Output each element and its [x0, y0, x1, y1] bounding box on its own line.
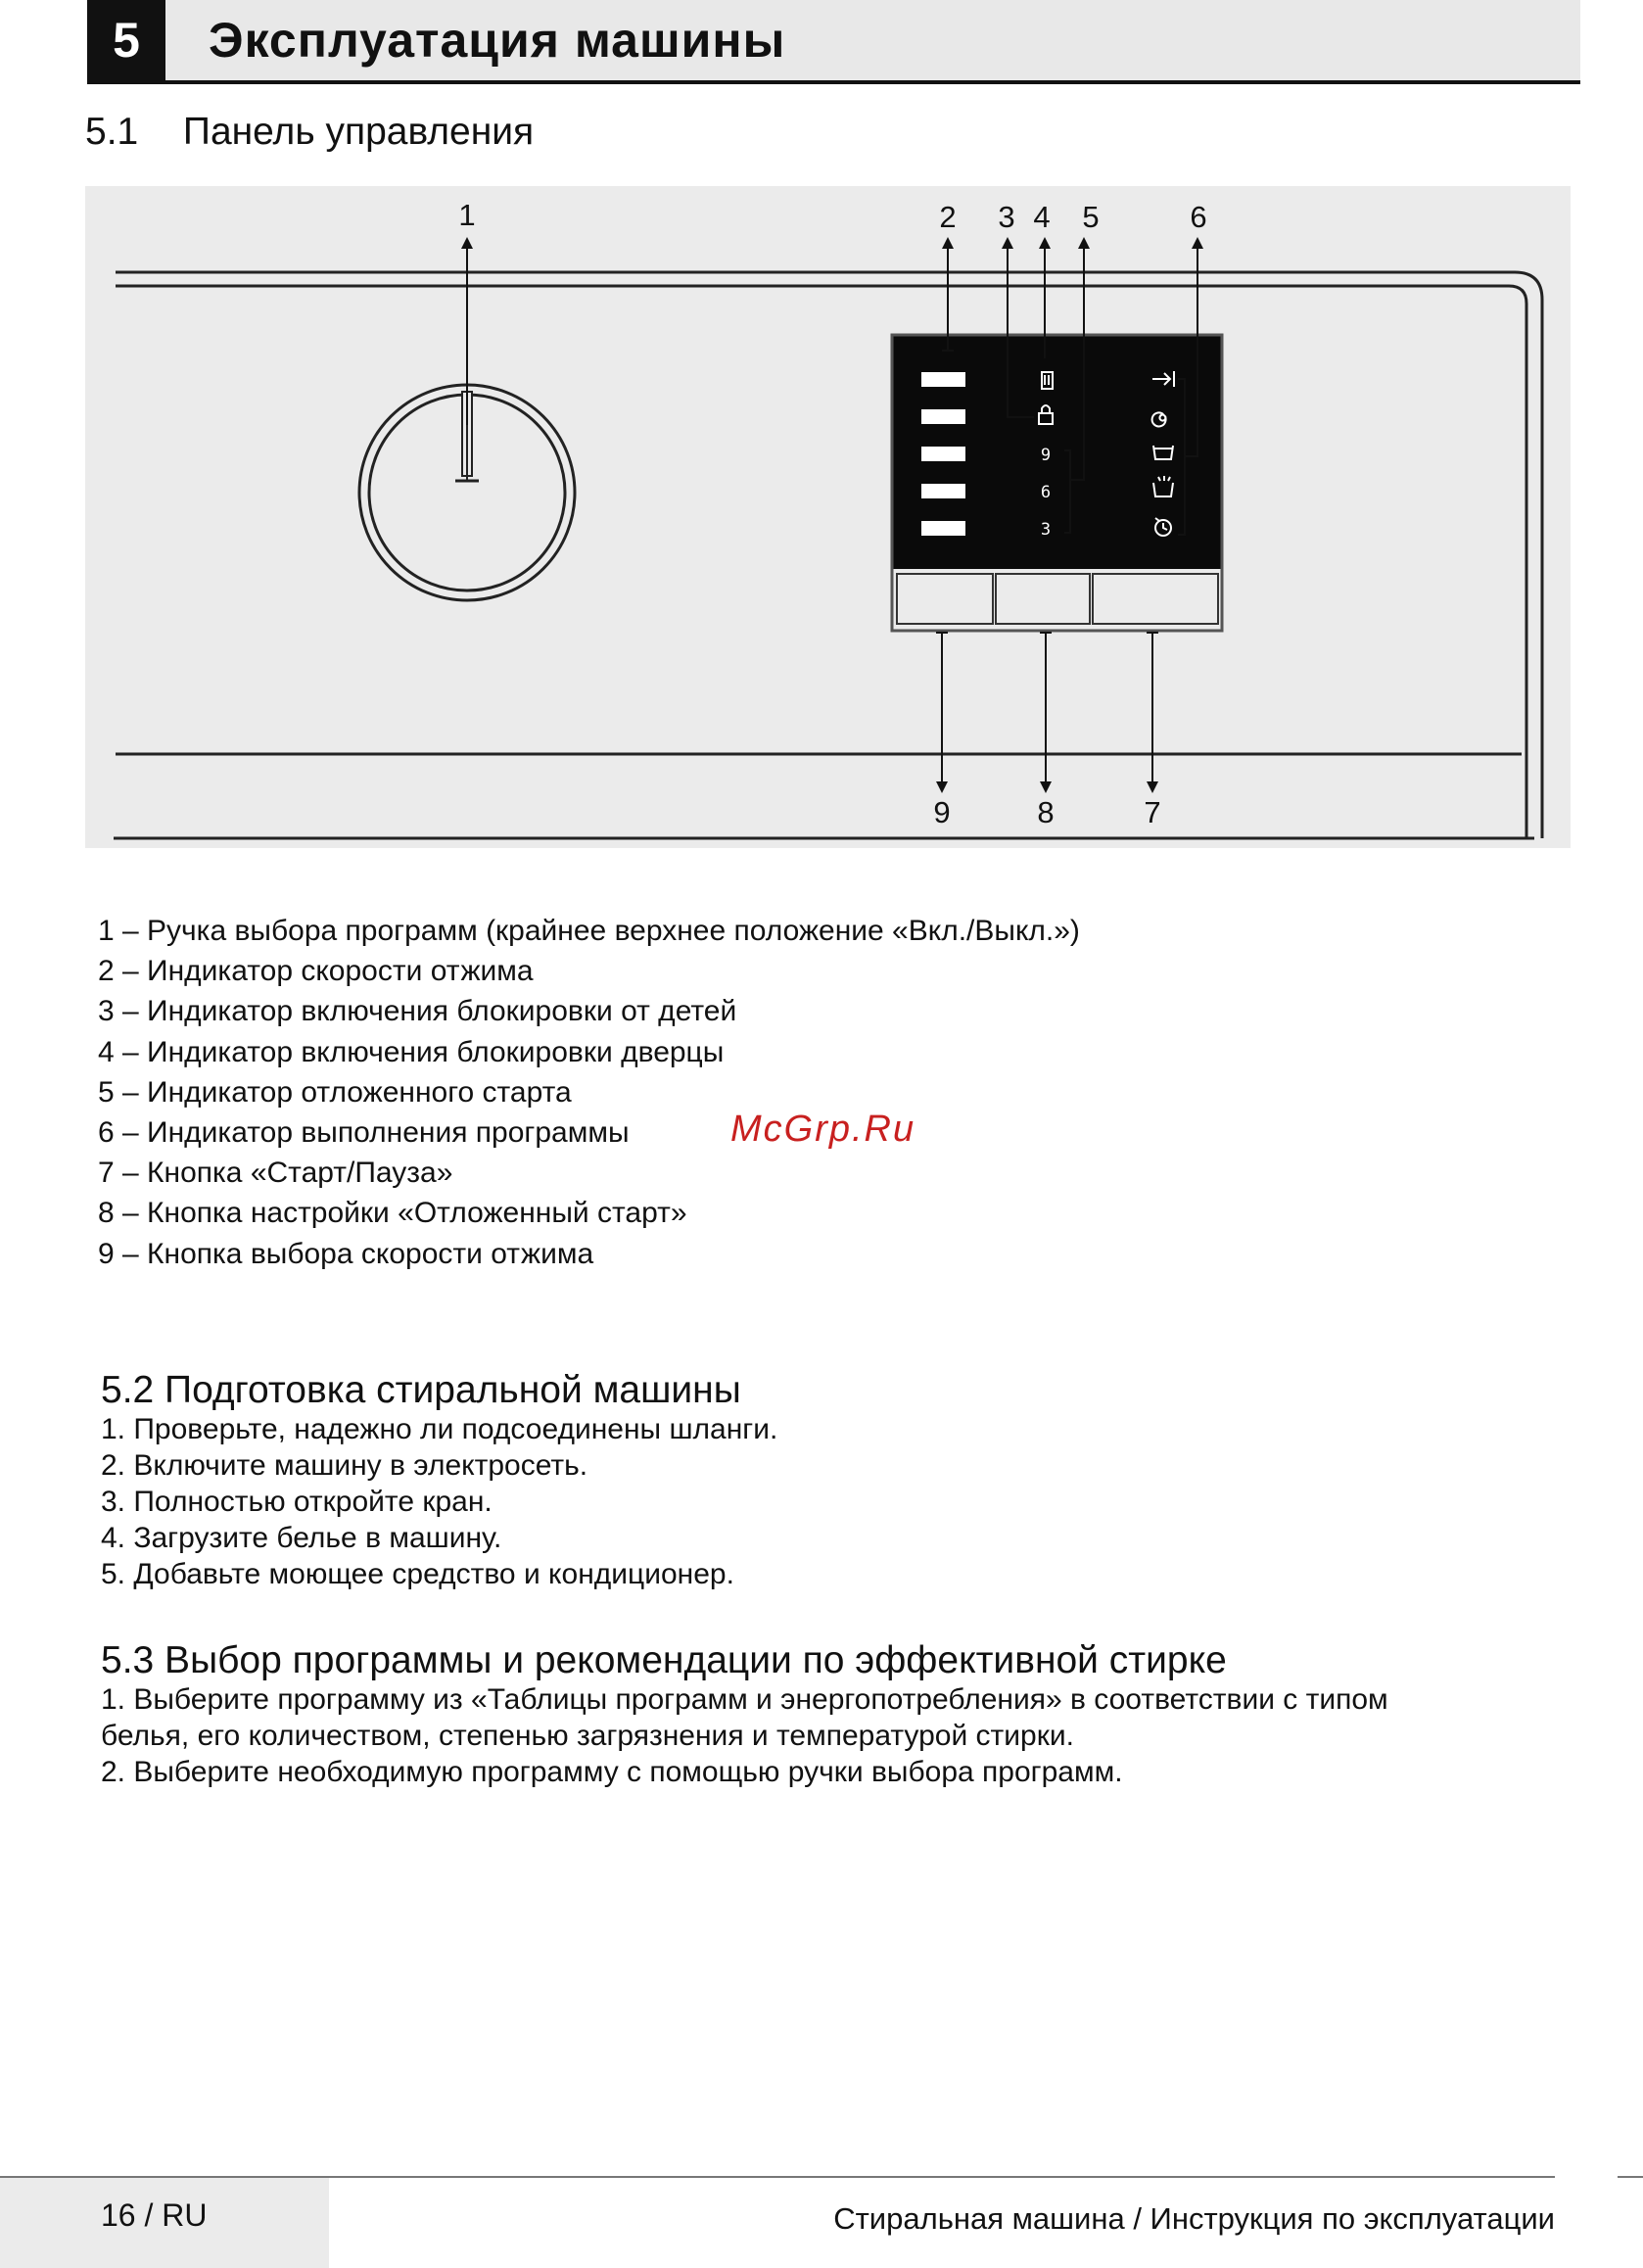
step-item: 5. Добавьте моющее средство и кондиционер. [101, 1558, 734, 1590]
callout-2: 2 [939, 200, 957, 234]
legend-item: 1 – Ручка выбора программ (крайнее верхнее положение «Вкл./Выкл.») [98, 915, 1080, 947]
legend-item: 2 – Индикатор скорости отжима [98, 955, 534, 988]
display-panel [892, 335, 1222, 631]
watermark-text: McGrp.Ru [730, 1109, 916, 1150]
callout-3: 3 [998, 200, 1015, 234]
callout-4: 4 [1033, 200, 1051, 234]
step-item: 3. Полностью откройте кран. [101, 1486, 493, 1518]
legend-item: 7 – Кнопка «Старт/Пауза» [98, 1157, 453, 1190]
legend-item: 6 – Индикатор выполнения программы [98, 1116, 630, 1150]
callout-9: 9 [933, 795, 951, 829]
section-53-title: 5.3 Выбор программы и рекомендации по эффективной стирке [101, 1639, 1227, 1681]
section-52-steps [101, 1411, 777, 1592]
callout-7: 7 [1144, 795, 1161, 829]
step-item: белья, его количеством, степенью загрязнения и температурой стирки. [101, 1720, 1074, 1752]
callout-8: 8 [1037, 795, 1055, 829]
spin-level-9: 9 [1040, 446, 1052, 465]
section-51-number: 5.1 [85, 111, 139, 153]
footer-divider-end [1618, 2176, 1643, 2178]
spin-level-3: 3 [1040, 520, 1052, 540]
control-panel-diagram [85, 186, 1571, 848]
step-item: 2. Выберите необходимую программу с помощью ручки выбора программ. [101, 1756, 1123, 1788]
panel-body-outline [114, 272, 1542, 838]
callout-6: 6 [1190, 200, 1207, 234]
document-title: Стиральная машина / Инструкция по эксплуатации [833, 2201, 1555, 2236]
section-53-steps [101, 1681, 1388, 1790]
callout-1: 1 [458, 198, 476, 232]
spin-level-labels [1041, 446, 1051, 540]
step-item: 1. Проверьте, надежно ли подсоединены шланги. [101, 1413, 778, 1445]
chapter-header [87, 0, 1580, 84]
callout-5: 5 [1082, 200, 1100, 234]
legend-item: 4 – Индикатор включения блокировки дверцы [98, 1035, 725, 1068]
control-panel-illustration [85, 186, 1571, 848]
legend-item: 3 – Индикатор включения блокировки от детей [98, 995, 737, 1028]
page-number: 16 / RU [101, 2197, 208, 2233]
chapter-number: 5 [87, 0, 165, 80]
legend-item: 5 – Индикатор отложенного старта [98, 1075, 572, 1109]
legend-item: 8 – Кнопка настройки «Отложенный старт» [98, 1197, 687, 1230]
step-item: 4. Загрузите белье в машину. [101, 1522, 502, 1554]
diagram-legend [98, 911, 1080, 1274]
chapter-title: Эксплуатация машины [209, 13, 786, 68]
section-51-title: Панель управления [182, 111, 535, 153]
legend-item: 9 – Кнопка выбора скорости отжима [98, 1237, 594, 1270]
section-52-title: 5.2 Подготовка стиральной машины [101, 1369, 741, 1411]
step-item: 2. Включите машину в электросеть. [101, 1449, 588, 1482]
step-item: 1. Выберите программу из «Таблицы программ и энергопотребления» в соответствии с типом [101, 1683, 1388, 1716]
spin-level-6: 6 [1040, 483, 1052, 502]
section-51-heading [85, 111, 534, 154]
